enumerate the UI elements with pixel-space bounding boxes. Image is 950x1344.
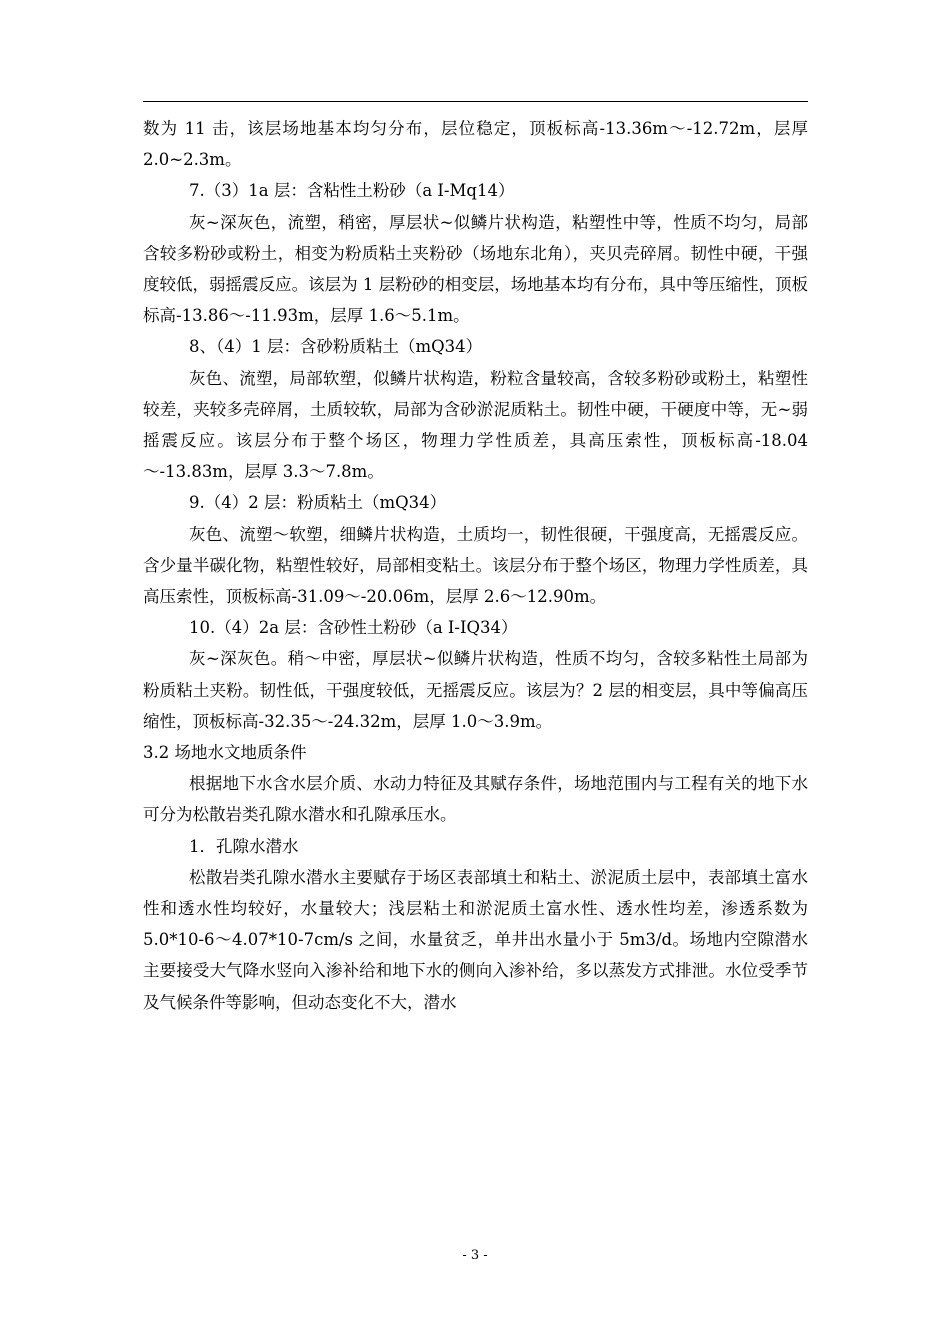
paragraph-1: 数为 11 击，该层场地基本均匀分布，层位稳定，顶板标高-13.36m～-12.72m，层厚 2.0~2.3m。 [143,119,808,170]
section-heading-3-2: 3.2 场地水文地质条件 [143,743,307,763]
document-body [143,113,808,1018]
heading-pore-water: 1．孔隙水潜水 [189,836,299,856]
heading-layer-9: 9.（4）2 层：粉质粘土（mQ34） [189,493,447,513]
paragraph-layer-9: 灰色、流塑～软塑，细鳞片状构造，土质均一，韧性很硬，干强度高，无摇震反应。含少量半碳化物，粘塑性较好，局部相变粘土。该层分布于整个场区，物理力学性质差，具高压索性，顶板标高-31.09～-20.06m，层厚 2.6～12.90m。 [143,524,808,607]
paragraph-hydrogeology: 根据地下水含水层介质、水动力特征及其赋存条件，场地范围内与工程有关的地下水可分为松散岩类孔隙水潜水和孔隙承压水。 [143,774,808,825]
heading-layer-10: 10.（4）2a 层：含砂性土粉砂（a I-IQ34） [189,618,518,638]
page-number: - 3 - [462,1248,488,1263]
paragraph-pore-water: 松散岩类孔隙水潜水主要赋存于场区表部填土和粘土、淤泥质土层中，表部填土富水性和透水性均较好，水量较大；浅层粘土和淤泥质土富水性、透水性均差，渗透系数为 5.0*10-6～4.07*10-7cm/s 之间，水量贫乏，单井出水量小于 5m3/d。场地内空隙潜水主要接受大气降水竖向入渗补给和地下水的侧向入渗补给，多以蒸发方式排泄。水位受季节及气候条件等影响，但动态变化不大，潜水 [143,867,808,1012]
header-rule [143,101,808,102]
paragraph-layer-10: 灰~深灰色。稍～中密，厚层状~似鳞片状构造，性质不均匀，含较多粘性土局部为粉质粘土夹粉。韧性低，干强度较低，无摇震反应。该层为？2 层的相变层，具中等偏高压缩性，顶板标高-32.35～-24.32m，层厚 1.0～3.9m。 [143,649,808,731]
heading-layer-8: 8、（4）1 层：含砂粉质粘土（mQ34） [189,337,483,357]
paragraph-layer-7: 灰~深灰色，流塑，稍密，厚层状~似鳞片状构造，粘塑性中等，性质不均匀，局部含较多粉砂或粉土，相变为粉质粘土夹粉砂（场地东北角），夹贝壳碎屑。韧性中硬，干强度较低，弱摇震反应。该层为 1 层粉砂的相变层，场地基本均有分布，具中等压缩性，顶板标高-13.86～-11.93m，层厚 1.6～5.1m。 [143,212,808,326]
heading-layer-7: 7.（3）1a 层：含粘性土粉砂（a I-Mq14） [189,181,515,201]
paragraph-layer-8: 灰色、流塑，局部软塑，似鳞片状构造，粉粒含量较高，含较多粉砂或粉土，粘塑性较差，夹较多壳碎屑，土质较软，局部为含砂淤泥质粘土。韧性中硬，干硬度中等，无~弱摇震反应。该层分布于整个场区，物理力学性质差，具高压索性，顶板标高-18.04～-13.83m，层厚 3.3～7.8m。 [143,368,808,482]
